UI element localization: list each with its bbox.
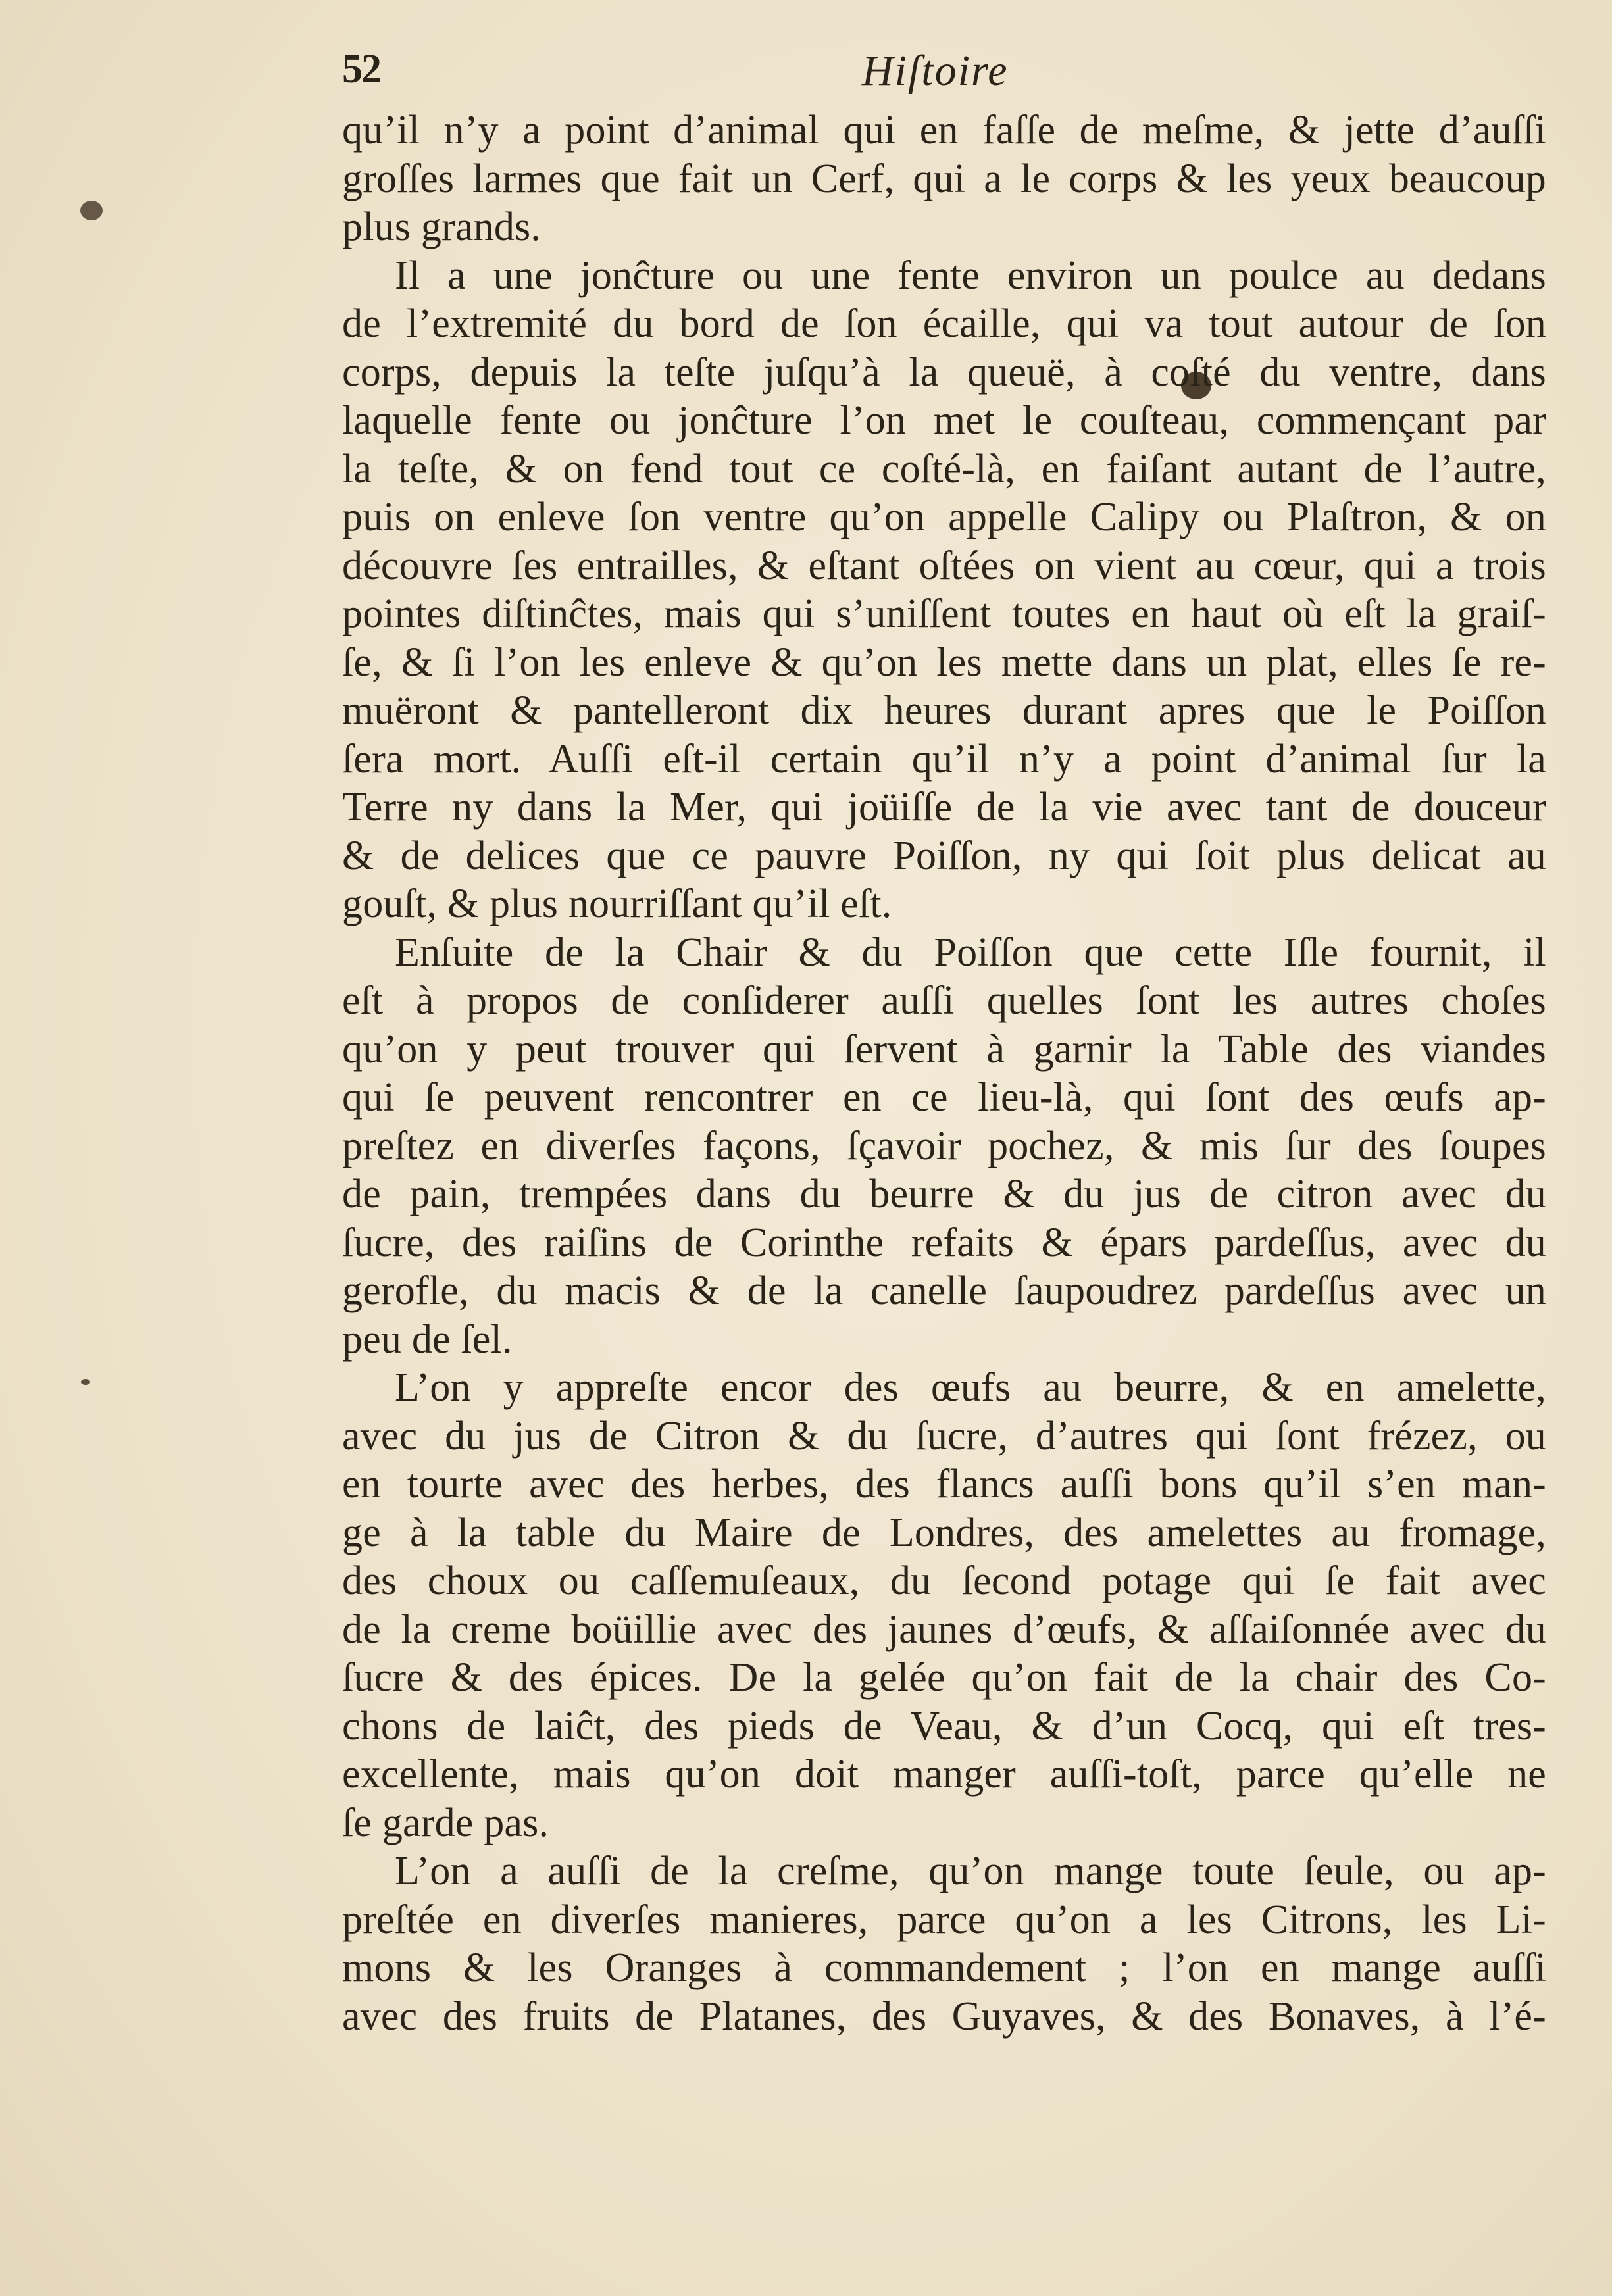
text-line: ſe garde pas. [342, 1800, 549, 1845]
text-line: L’on a auſſi de la creſme, qu’on mange toute ſeule, ou ap- [395, 1849, 1546, 1893]
text-line: Terre ny dans la Mer, qui joüiſſe de la vie avec tant de douceur [342, 785, 1546, 830]
text-line: ſucre, des raiſins de Corinthe refaits & épars pardeſſus, avec du [342, 1220, 1546, 1265]
text-line: gerofle, du macis & de la canelle ſaupoudrez pardeſſus avec un [342, 1268, 1546, 1313]
text-line: ge à la table du Maire de Londres, des amelettes au fromage, [342, 1510, 1546, 1555]
text-line: des choux ou caſſemuſeaux, du ſecond potage qui ſe fait avec [342, 1559, 1546, 1603]
text-line: avec du jus de Citron & du ſucre, d’autres qui ſont frézez, ou [342, 1413, 1546, 1459]
text-line: pointes diſtinĉtes, mais qui s’uniſſent toutes en haut où eſt la graiſ- [342, 591, 1546, 636]
text-line: laquelle fente ou jonĉture l’on met le couſteau, commençant par [342, 398, 1546, 443]
ink-spot [81, 1379, 90, 1385]
page-number: 52 [342, 47, 380, 91]
text-body [342, 107, 1546, 2041]
text-line: chons de laiĉt, des pieds de Veau, & d’un Cocq, qui eſt tres- [342, 1703, 1546, 1749]
text-line: preſtée en diverſes manieres, parce qu’on a les Citrons, les Li- [342, 1897, 1546, 1942]
text-line: eſt à propos de conſiderer auſſi quelles ſont les autres choſes [342, 978, 1546, 1023]
text-line: peu de ſel. [342, 1316, 513, 1362]
text-line: découvre ſes entrailles, & eſtant oſtées on vient au cœur, qui a trois [342, 543, 1546, 588]
text-line: Enſuite de la Chair & du Poiſſon que cette Iſle fournit, il [395, 930, 1546, 975]
text-line: Il a une jonĉture ou une fente environ un poulce au dedans [395, 253, 1546, 298]
text-line: corps, depuis la teſte juſqu’à la queuë, à coſté du ventre, dans [342, 349, 1546, 395]
text-line: preſtez en diverſes façons, ſçavoir pochez, & mis ſur des ſoupes [342, 1123, 1546, 1168]
text-line: de la creme boüillie avec des jaunes d’œufs, & aſſaiſonnée avec du [342, 1607, 1546, 1652]
running-title: Hiſtoire [862, 47, 1009, 95]
text-line: avec des fruits de Platanes, des Guyaves, & des Bonaves, à l’é- [342, 1993, 1546, 2039]
text-line: qui ſe peuvent rencontrer en ce lieu-là, qui ſont des œufs ap- [342, 1075, 1546, 1120]
ink-spot [80, 201, 103, 220]
text-line: de l’extremité du bord de ſon écaille, qui va tout autour de ſon [342, 301, 1546, 346]
text-line: & de delices que ce pauvre Poiſſon, ny qui ſoit plus delicat au [342, 833, 1546, 878]
text-line: puis on enleve ſon ventre qu’on appelle Calipy ou Plaſtron, & on [342, 495, 1546, 539]
text-line: ſucre & des épices. De la gelée qu’on fait de la chair des Co- [342, 1655, 1546, 1700]
text-line: ſe, & ſi l’on les enleve & qu’on les mette dans un plat, elles ſe re- [342, 639, 1546, 685]
text-line: muëront & pantelleront dix heures durant apres que le Poiſſon [342, 688, 1546, 733]
text-line: en tourte avec des herbes, des flancs auſſi bons qu’il s’en man- [342, 1462, 1546, 1507]
text-line: plus grands. [342, 205, 542, 249]
text-line: L’on y appreſte encor des œufs au beurre, & en amelette, [395, 1365, 1546, 1410]
text-line: la teſte, & on fend tout ce coſté-là, en faiſant autant de l’autre, [342, 446, 1546, 491]
text-line: de pain, trempées dans du beurre & du jus de citron avec du [342, 1172, 1546, 1216]
text-line: groſſes larmes que fait un Cerf, qui a le corps & les yeux beaucoup [342, 156, 1546, 201]
text-line: ſera mort. Auſſi eſt-il certain qu’il n’y a point d’animal ſur la [342, 736, 1546, 782]
page-header [342, 46, 1540, 99]
text-line: excellente, mais qu’on doit manger auſſi-toſt, parce qu’elle ne [342, 1752, 1546, 1797]
text-line: mons & les Oranges à commandement ; l’on en mange auſſi [342, 1945, 1546, 1990]
text-line: qu’on y peut trouver qui ſervent à garnir la Table des viandes [342, 1026, 1546, 1072]
text-line: qu’il n’y a point d’animal qui en faſſe de meſme, & jette d’auſſi [342, 108, 1546, 153]
text-line: gouſt, & plus nourriſſant qu’il eſt. [342, 882, 892, 926]
